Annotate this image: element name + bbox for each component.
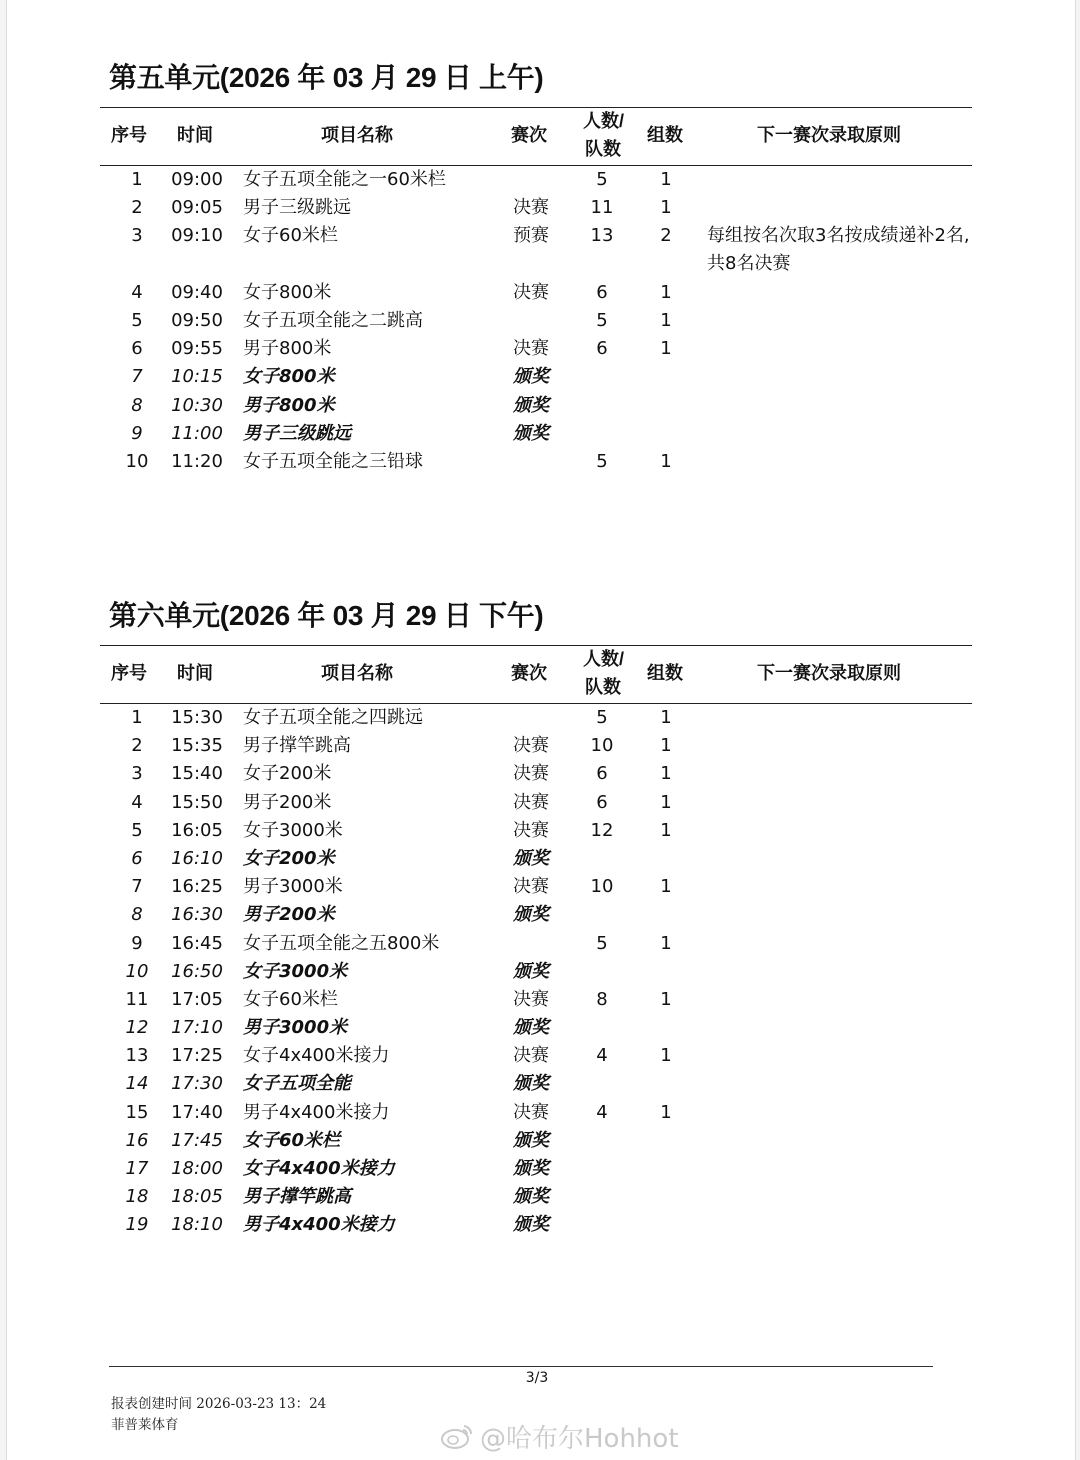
event-name: 男子3000米 (243, 1017, 348, 1039)
event-name: 男子200米 (243, 904, 335, 926)
header-count: 人数/ (583, 649, 625, 669)
group-count (647, 901, 685, 929)
table-row (7, 930, 1075, 958)
row-time: 17:45 (171, 1129, 223, 1151)
participant-count (583, 845, 621, 873)
table-row (7, 845, 1075, 873)
row-time: 17:05 (171, 988, 223, 1010)
participant-count (583, 363, 621, 391)
event-name: 女子4x400米接力 (243, 1045, 390, 1067)
row-number: 13 (125, 1045, 149, 1067)
row-time: 17:10 (171, 1017, 223, 1039)
table-row (7, 760, 1075, 788)
header-no: 序号 (111, 663, 147, 683)
row-number: 17 (125, 1158, 149, 1179)
group-count (647, 420, 685, 448)
table-row (7, 307, 1075, 335)
row-number: 3 (131, 225, 143, 247)
header-rule: 下一赛次录取原则 (757, 125, 901, 145)
report-created-time: 报表创建时间 2026-03-23 13：24 (111, 1396, 327, 1412)
row-time: 09:50 (171, 309, 223, 331)
event-name: 女子3000米 (243, 960, 348, 982)
group-count: 1 (660, 169, 672, 190)
table-header (7, 644, 1075, 702)
event-name: 女子800米 (243, 281, 332, 303)
event-name: 女子200米 (243, 763, 332, 785)
row-number: 1 (131, 707, 143, 728)
group-count: 2 (660, 225, 672, 247)
row-time: 15:35 (171, 735, 223, 757)
round: 决赛 (513, 1045, 549, 1067)
participant-count (583, 901, 621, 929)
round: 决赛 (513, 876, 549, 898)
event-name: 女子五项全能之五800米 (243, 932, 440, 954)
group-count: 1 (660, 1045, 672, 1067)
row-time: 18:00 (171, 1158, 223, 1179)
table-row (7, 873, 1075, 901)
row-number: 8 (131, 394, 143, 416)
row-number: 11 (125, 988, 149, 1010)
row-number: 7 (131, 366, 143, 388)
row-time: 17:25 (171, 1045, 223, 1067)
participant-count: 6 (596, 281, 608, 303)
table-row (7, 1099, 1075, 1127)
header-count: 人数/ (583, 111, 625, 131)
row-time: 09:10 (171, 225, 223, 247)
header-round: 赛次 (511, 663, 547, 683)
round: 颁奖 (513, 904, 549, 926)
round (511, 448, 551, 476)
row-number: 5 (131, 309, 143, 331)
round: 颁奖 (513, 847, 549, 869)
participant-count: 6 (596, 791, 608, 813)
group-count (647, 1155, 685, 1183)
row-number: 18 (125, 1186, 149, 1208)
event-name: 男子4x400米接力 (243, 1101, 390, 1123)
event-name: 男子撑竿跳高 (243, 1186, 351, 1208)
row-number: 1 (131, 169, 143, 190)
row-time: 16:10 (171, 847, 223, 869)
row-time: 09:55 (171, 338, 223, 360)
table-row (7, 420, 1075, 448)
round (511, 704, 551, 732)
table-row (7, 704, 1075, 732)
event-name: 男子200米 (243, 791, 332, 813)
row-time: 16:50 (171, 960, 223, 982)
participant-count: 5 (596, 450, 608, 472)
row-number: 8 (131, 904, 143, 926)
round: 颁奖 (513, 960, 549, 982)
participant-count: 4 (596, 1101, 608, 1123)
group-count (647, 363, 685, 391)
table-row (7, 448, 1075, 476)
header-groups: 组数 (647, 125, 683, 145)
row-number: 9 (131, 422, 143, 444)
row-number: 4 (131, 791, 143, 813)
round: 颁奖 (513, 1017, 549, 1039)
table-row (7, 1042, 1075, 1070)
row-number: 3 (131, 763, 143, 785)
event-name: 男子800米 (243, 394, 335, 416)
round: 颁奖 (513, 394, 549, 416)
participant-count (583, 392, 621, 420)
table-row (7, 1211, 1075, 1239)
row-number: 16 (125, 1129, 149, 1151)
group-count (647, 845, 685, 873)
event-name: 男子800米 (243, 338, 332, 360)
row-number: 10 (125, 960, 149, 982)
watermark (440, 1418, 679, 1454)
event-name: 男子三级跳远 (243, 197, 351, 219)
group-count: 1 (660, 932, 672, 954)
group-count: 1 (660, 791, 672, 813)
row-time: 18:10 (171, 1214, 223, 1236)
header-no: 序号 (111, 125, 147, 145)
event-name: 女子五项全能之三铅球 (243, 450, 423, 472)
group-count: 1 (660, 338, 672, 360)
event-name: 女子五项全能之四跳远 (243, 707, 423, 728)
row-number: 9 (131, 932, 143, 954)
group-count (647, 1183, 685, 1211)
group-count: 1 (660, 707, 672, 728)
row-number: 10 (125, 450, 149, 472)
row-time: 09:40 (171, 281, 223, 303)
row-time: 18:05 (171, 1186, 223, 1208)
header-count: 队数 (585, 677, 621, 697)
group-count: 1 (660, 735, 672, 757)
group-count: 1 (660, 309, 672, 331)
event-name: 女子3000米 (243, 819, 343, 841)
round: 颁奖 (513, 1073, 549, 1095)
event-name: 女子五项全能 (243, 1073, 351, 1095)
table-row (7, 392, 1075, 420)
event-name: 男子撑竿跳高 (243, 735, 351, 757)
row-time: 10:15 (171, 366, 223, 388)
schedule-table (7, 166, 1075, 476)
header-name: 项目名称 (321, 125, 393, 145)
advancement-rule: 每组按名次取3名按成绩递补2名,共8名决赛 (707, 225, 970, 275)
table-header (7, 106, 1075, 164)
table-row (7, 194, 1075, 222)
group-count: 1 (660, 450, 672, 472)
event-name: 女子60米栏 (243, 1129, 341, 1151)
event-name: 男子3000米 (243, 876, 343, 898)
round: 预赛 (513, 225, 549, 247)
header-round: 赛次 (511, 125, 547, 145)
round: 颁奖 (513, 1214, 549, 1236)
round: 决赛 (513, 735, 549, 757)
row-time: 17:30 (171, 1073, 223, 1095)
group-count: 1 (660, 1101, 672, 1123)
schedule-table (7, 704, 1075, 1240)
header-time: 时间 (177, 663, 213, 683)
header-count: 队数 (585, 139, 621, 159)
table-row (7, 335, 1075, 363)
group-count: 1 (660, 819, 672, 841)
row-time: 11:20 (171, 450, 223, 472)
round (511, 307, 551, 335)
round (511, 166, 551, 194)
table-row (7, 789, 1075, 817)
watermark-text: @哈布尔Hohhot (480, 1423, 679, 1454)
table-row (7, 986, 1075, 1014)
group-count (647, 1014, 685, 1042)
round: 决赛 (513, 819, 549, 841)
event-name: 女子五项全能之二跳高 (243, 309, 423, 331)
round: 决赛 (513, 763, 549, 785)
row-number: 15 (125, 1101, 149, 1123)
group-count (647, 958, 685, 986)
header-groups: 组数 (647, 663, 683, 683)
weibo-icon (440, 1422, 474, 1450)
row-time: 17:40 (171, 1101, 223, 1123)
event-name: 女子60米栏 (243, 225, 338, 247)
row-time: 16:25 (171, 876, 223, 898)
participant-count (583, 1183, 621, 1211)
event-name: 男子三级跳远 (243, 422, 351, 444)
row-number: 12 (125, 1017, 149, 1039)
row-number: 4 (131, 281, 143, 303)
header-time: 时间 (177, 125, 213, 145)
row-time: 11:00 (171, 422, 223, 444)
table-row (7, 222, 1075, 278)
header-name: 项目名称 (321, 663, 393, 683)
participant-count: 13 (590, 225, 614, 247)
group-count: 1 (660, 197, 672, 219)
group-count: 1 (660, 281, 672, 303)
row-number: 6 (131, 338, 143, 360)
group-count (647, 1070, 685, 1098)
row-time: 15:30 (171, 707, 223, 728)
group-count: 1 (660, 876, 672, 898)
event-name: 男子4x400米接力 (243, 1214, 395, 1236)
participant-count (583, 958, 621, 986)
event-name: 女子60米栏 (243, 988, 338, 1010)
row-number: 6 (131, 847, 143, 869)
event-name: 女子4x400米接力 (243, 1158, 395, 1179)
round: 颁奖 (513, 1186, 549, 1208)
group-count: 1 (660, 763, 672, 785)
table-row (7, 732, 1075, 760)
table-row (7, 279, 1075, 307)
session-title: 第五单元(2026 年 03 月 29 日 上午) (109, 62, 544, 93)
row-time: 15:50 (171, 791, 223, 813)
footer-divider (109, 1366, 933, 1367)
participant-count (583, 1070, 621, 1098)
row-time: 16:30 (171, 904, 223, 926)
table-row (7, 1014, 1075, 1042)
session-title: 第六单元(2026 年 03 月 29 日 下午) (109, 600, 544, 631)
table-row (7, 1070, 1075, 1098)
participant-count (583, 1211, 621, 1239)
table-row (7, 363, 1075, 391)
participant-count (583, 1014, 621, 1042)
row-number: 7 (131, 876, 143, 898)
table-row (7, 166, 1075, 194)
participant-count: 6 (596, 763, 608, 785)
row-number: 2 (131, 197, 143, 219)
round: 颁奖 (513, 366, 549, 388)
row-number: 19 (125, 1214, 149, 1236)
participant-count: 10 (590, 876, 614, 898)
participant-count: 5 (596, 309, 608, 331)
participant-count (583, 420, 621, 448)
round: 决赛 (513, 197, 549, 219)
participant-count: 11 (590, 197, 614, 219)
round: 决赛 (513, 988, 549, 1010)
round (511, 930, 551, 958)
event-name: 女子200米 (243, 847, 335, 869)
round: 颁奖 (513, 1158, 549, 1179)
row-number: 14 (125, 1073, 149, 1095)
participant-count: 5 (596, 169, 608, 190)
round: 颁奖 (513, 422, 549, 444)
row-number: 2 (131, 735, 143, 757)
table-row (7, 817, 1075, 845)
participant-count: 8 (596, 988, 608, 1010)
row-number: 5 (131, 819, 143, 841)
table-row (7, 1127, 1075, 1155)
table-row (7, 1183, 1075, 1211)
group-count (647, 1211, 685, 1239)
round: 决赛 (513, 1101, 549, 1123)
row-time: 16:05 (171, 819, 223, 841)
company-name: 菲普莱体育 (111, 1417, 179, 1433)
table-row (7, 901, 1075, 929)
header-rule: 下一赛次录取原则 (757, 663, 901, 683)
row-time: 09:05 (171, 197, 223, 219)
participant-count (583, 1127, 621, 1155)
group-count: 1 (660, 988, 672, 1010)
participant-count: 5 (596, 932, 608, 954)
row-time: 09:00 (171, 169, 223, 190)
round: 颁奖 (513, 1129, 549, 1151)
row-time: 10:30 (171, 394, 223, 416)
row-time: 16:45 (171, 932, 223, 954)
participant-count: 6 (596, 338, 608, 360)
round: 决赛 (513, 791, 549, 813)
event-name: 女子800米 (243, 366, 335, 388)
group-count (647, 1127, 685, 1155)
table-row (7, 958, 1075, 986)
group-count (647, 392, 685, 420)
table-row (7, 1155, 1075, 1183)
participant-count (583, 1155, 621, 1183)
participant-count: 10 (590, 735, 614, 757)
round: 决赛 (513, 338, 549, 360)
row-time: 15:40 (171, 763, 223, 785)
participant-count: 12 (590, 819, 614, 841)
participant-count: 4 (596, 1045, 608, 1067)
event-name: 女子五项全能之一60米栏 (243, 169, 446, 190)
round: 决赛 (513, 281, 549, 303)
page-number: 3/3 (525, 1370, 549, 1386)
schedule-page (6, 0, 1076, 1460)
participant-count: 5 (596, 707, 608, 728)
